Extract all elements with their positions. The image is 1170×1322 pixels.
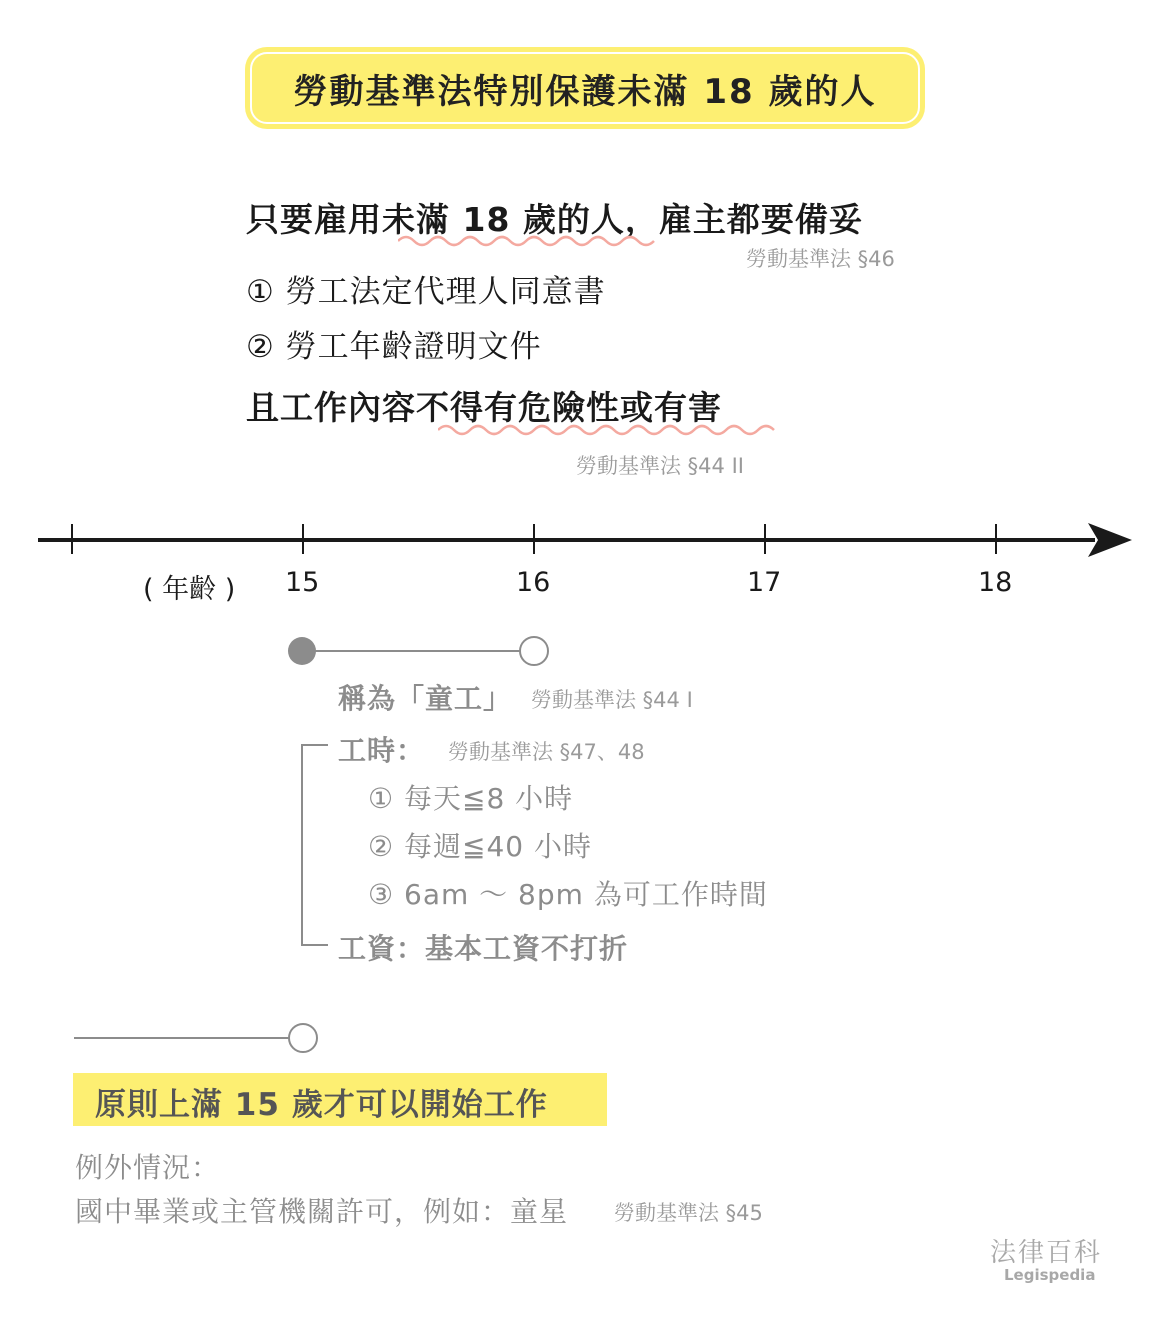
bracket-connector xyxy=(296,735,336,957)
squiggle-underline-2 xyxy=(438,421,784,439)
rule-highlight-hazard: 不得有危險性或有害 xyxy=(416,388,722,427)
exception-label: 例外情況： xyxy=(75,1151,221,1184)
range-under15-open xyxy=(289,1024,317,1052)
ref-section44-1: 勞動基準法 §44 I xyxy=(531,688,693,712)
ref-section46: 勞動基準法 §46 xyxy=(746,247,895,271)
range-end-open xyxy=(520,637,548,665)
wage-label: 工資：基本工資不打折 xyxy=(338,932,629,965)
range-15-to-16 xyxy=(280,630,560,672)
hours-item-1: ① 每天≦8 小時 xyxy=(368,782,574,815)
page-title: 勞動基準法特別保護未滿 18 歲的人 xyxy=(250,52,920,124)
tick-label-17: 17 xyxy=(747,567,782,598)
ref-section47-48: 勞動基準法 §47、48 xyxy=(448,740,645,764)
child-labor-label: 稱為「童工」 xyxy=(338,682,513,715)
requirement-item-2: ② 勞工年齡證明文件 xyxy=(246,329,542,365)
age-timeline-axis xyxy=(0,510,1170,570)
exception-text: 國中畢業或主管機關許可，例如：童星 xyxy=(75,1195,569,1228)
rule-suffix: ，雇主都要備妥 xyxy=(624,200,863,239)
title-banner xyxy=(245,47,925,129)
requirement-item-1: ① 勞工法定代理人同意書 xyxy=(246,274,606,310)
brand-logo-en: Legispedia xyxy=(1004,1266,1096,1284)
tick-label-15: 15 xyxy=(285,567,320,598)
ref-section45: 勞動基準法 §45 xyxy=(614,1201,763,1225)
working-hours-label: 工時： xyxy=(338,734,426,767)
rule-highlight-under18: 未滿 18 歲的人 xyxy=(382,200,625,239)
range-under-15 xyxy=(70,1018,330,1058)
rule2-prefix: 且工作內容 xyxy=(246,388,416,427)
axis-label-age: ( 年齡 ) xyxy=(143,574,236,605)
ref-section44-2: 勞動基準法 §44 II xyxy=(576,454,744,478)
hours-item-3: ③ 6am ～ 8pm 為可工作時間 xyxy=(368,878,768,911)
brand-logo-cn: 法律百科 xyxy=(990,1238,1103,1268)
principle-text: 原則上滿 15 歲才可以開始工作 xyxy=(95,1087,548,1123)
tick-label-18: 18 xyxy=(978,567,1013,598)
squiggle-underline-1 xyxy=(398,232,660,250)
rule-prefix: 只要雇用 xyxy=(246,200,382,239)
hours-item-2: ② 每週≦40 小時 xyxy=(368,830,592,863)
tick-label-16: 16 xyxy=(516,567,551,598)
range-start-closed xyxy=(288,637,316,665)
